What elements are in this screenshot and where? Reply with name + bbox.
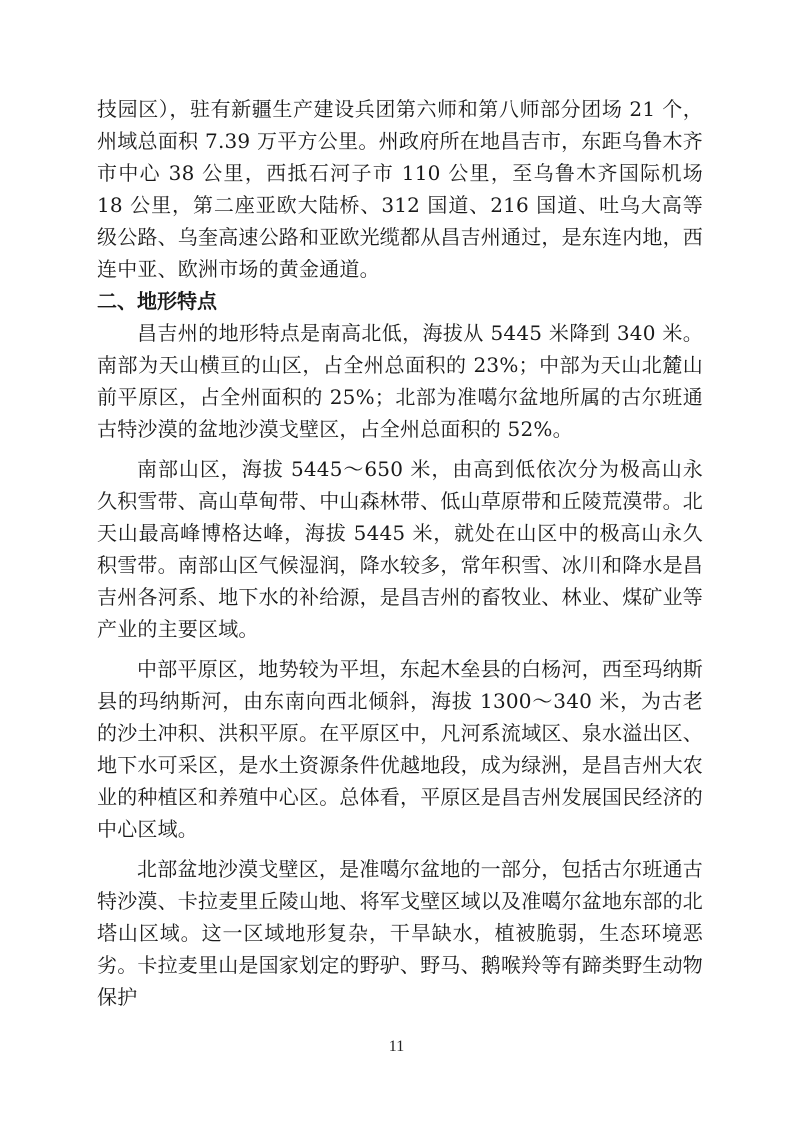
section-heading-terrain: 二、地形特点 bbox=[97, 289, 217, 313]
paragraph-intro-continuation: 技园区），驻有新疆生产建设兵团第六师和第八师部分团场 21 个，州域总面积 7.39 万平方公里。州政府所在地昌吉市，东距乌鲁木齐市中心 38 公里，西抵石河子市 110 公里，至乌鲁木齐国际机场 18 公里，第二座亚欧大陆桥、312 国道、216 国道、吐乌大高等级公路、乌奎高速公路和亚欧光缆都从昌吉州通过，是东连内地，西连中亚、欧洲市场的黄金通道。 bbox=[97, 97, 703, 281]
page-number: 11 bbox=[388, 1038, 405, 1055]
paragraph-terrain-overview: 昌吉州的地形特点是南高北低，海拔从 5445 米降到 340 米。南部为天山横亘的山区，占全州总面积的 23%；中部为天山北麓山前平原区，占全州面积的 25%；北部为准噶尔盆地所属的古尔班通古特沙漠的盆地沙漠戈壁区，占全州总面积的 52%。 bbox=[97, 321, 703, 441]
paragraph-central-plains: 中部平原区，地势较为平坦，东起木垒县的白杨河，西至玛纳斯县的玛纳斯河，由东南向西北倾斜，海拔 1300～340 米，为古老的沙土冲积、洪积平原。在平原区中，凡河系流域区、泉水溢出区、地下水可采区，是水土资源条件优越地段，成为绿洲，是昌吉州大农业的种植区和养殖中心区。总体看，平原区是昌吉州发展国民经济的中心区域。 bbox=[97, 657, 703, 841]
paragraph-southern-mountains: 南部山区，海拔 5445～650 米，由高到低依次分为极高山永久积雪带、高山草甸带、中山森林带、低山草原带和丘陵荒漠带。北天山最高峰博格达峰，海拔 5445 米，就处在山区中的极高山永久积雪带。南部山区气候湿润，降水较多，常年积雪、冰川和降水是昌吉州各河系、地下水的补给源，是昌吉州的畜牧业、林业、煤矿业等产业的主要区域。 bbox=[97, 457, 703, 641]
paragraph-northern-basin: 北部盆地沙漠戈壁区，是准噶尔盆地的一部分，包括古尔班通古特沙漠、卡拉麦里丘陵山地、将军戈壁区域以及准噶尔盆地东部的北塔山区域。这一区域地形复杂，干旱缺水，植被脆弱，生态环境恶劣。卡拉麦里山是国家划定的野驴、野马、鹅喉羚等有蹄类野生动物保护 bbox=[97, 857, 703, 1009]
document-body bbox=[97, 93, 703, 1013]
